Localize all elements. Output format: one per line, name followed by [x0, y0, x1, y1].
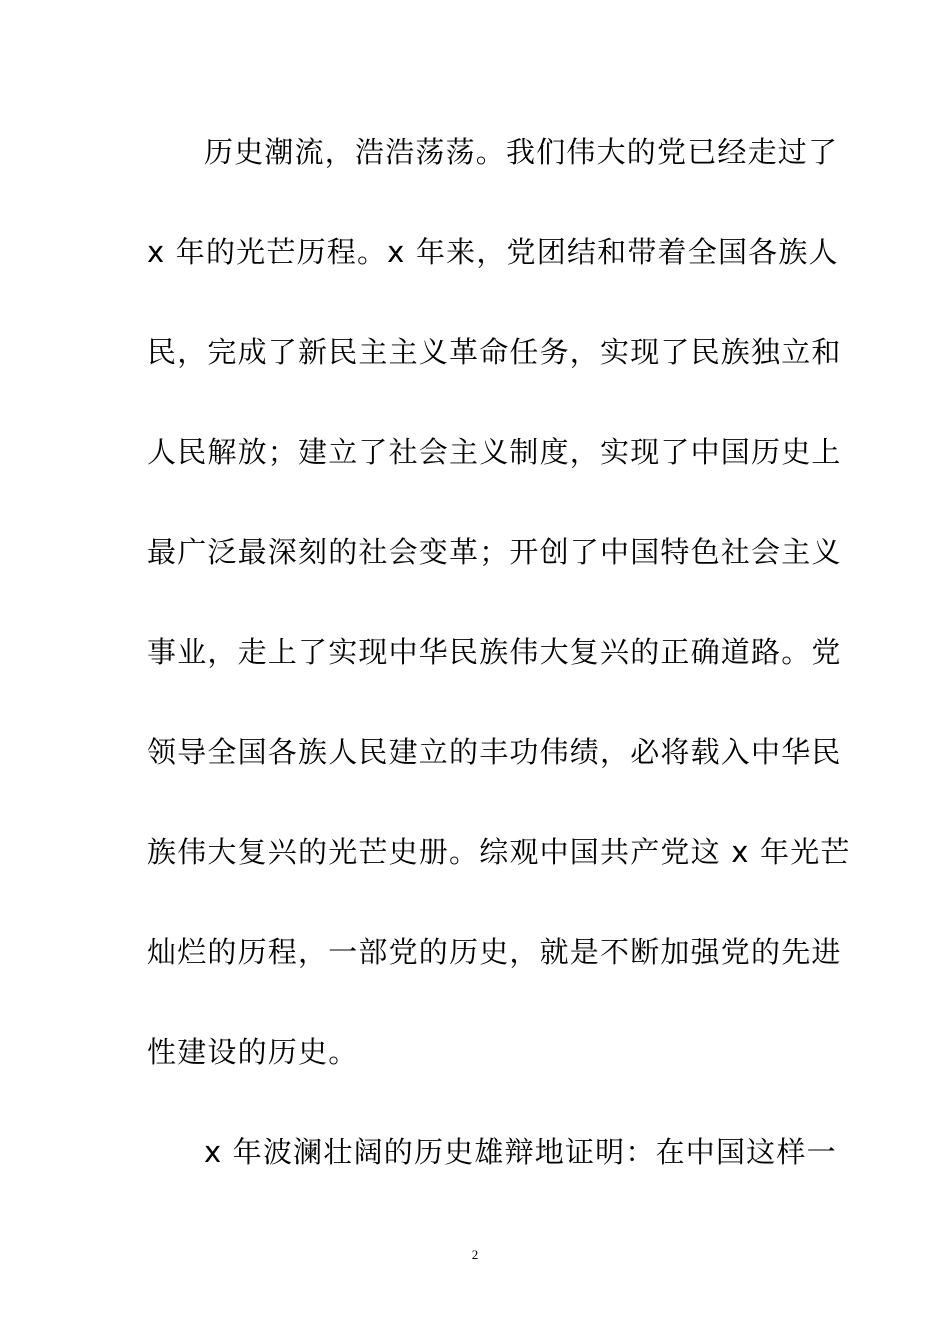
paragraph-1-line-10: 性建设的历史。 [147, 1035, 359, 1069]
paragraph-2-line-1: x 年波澜壮阔的历史雄辩地证明：在中国这样一 [204, 1135, 837, 1169]
page-number: 2 [471, 1247, 479, 1262]
paragraph-1-line-3: 民，完成了新民主主义革命任务，实现了民族独立和 [147, 335, 842, 369]
paragraph-1-line-6: 事业，走上了实现中华民族伟大复兴的正确道路。党 [147, 635, 842, 669]
paragraph-1-line-5: 最广泛最深刻的社会变革；开创了中国特色社会主义 [147, 535, 842, 569]
paragraph-1-line-1: 历史潮流，浩浩荡荡。我们伟大的党已经走过了 [204, 135, 839, 169]
paragraph-1-line-4: 人民解放；建立了社会主义制度，实现了中国历史上 [147, 435, 842, 469]
paragraph-1-line-8: 族伟大复兴的光芒史册。综观中国共产党这 x 年光芒 [147, 835, 851, 869]
paragraph-1-line-2: x 年的光芒历程。x 年来，党团结和带着全国各族人 [147, 235, 839, 269]
paragraph-1-line-7: 领导全国各族人民建立的丰功伟绩，必将载入中华民 [147, 735, 842, 769]
paragraph-1-line-9: 灿烂的历程，一部党的历史，就是不断加强党的先进 [147, 935, 842, 969]
